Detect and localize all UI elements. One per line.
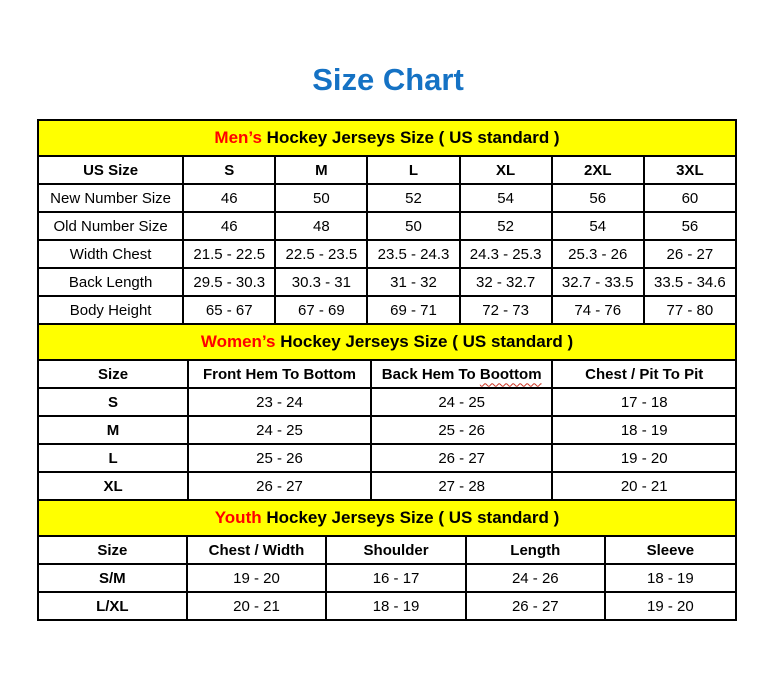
mens-banner-row [38,120,736,156]
womens-size-table [37,323,737,501]
value-cell: 46 [183,212,275,240]
header-cell-chest-pit: Chest / Pit To Pit [552,360,736,388]
back-hem-misspelled-word: Boottom [479,365,542,383]
header-cell-us-size: US Size [38,156,183,184]
table-row-youth-lxl [38,592,736,620]
value-cell: 46 [183,184,275,212]
value-cell: 60 [644,184,736,212]
table-row-youth-sm [38,564,736,592]
value-cell: 17 - 18 [552,388,736,416]
mens-banner-highlight: Men’s [214,128,262,147]
youth-size-table [37,499,737,621]
row-label: Old Number Size [38,212,183,240]
womens-section-banner [38,324,736,360]
value-cell: 26 - 27 [188,472,371,500]
header-cell-m: M [275,156,367,184]
back-hem-prefix: Back Hem To [381,365,480,383]
header-cell-size: Size [38,536,187,564]
value-cell: 52 [460,212,552,240]
youth-banner-highlight: Youth [214,508,262,527]
value-cell: 24 - 25 [371,388,552,416]
header-cell-xl: XL [460,156,552,184]
youth-section-banner [38,500,736,536]
youth-header-row [38,536,736,564]
value-cell: 25.3 - 26 [552,240,644,268]
value-cell: 54 [460,184,552,212]
value-cell: 31 - 32 [367,268,459,296]
value-cell: 19 - 20 [605,592,736,620]
header-cell-chest-width: Chest / Width [187,536,327,564]
row-label: L/XL [38,592,187,620]
value-cell: 32 - 32.7 [460,268,552,296]
value-cell: 21.5 - 22.5 [183,240,275,268]
value-cell: 18 - 19 [326,592,466,620]
womens-banner-text: Hockey Jerseys Size ( US standard ) [275,332,574,351]
value-cell: 26 - 27 [466,592,605,620]
value-cell: 50 [367,212,459,240]
table-row-width-chest [38,240,736,268]
value-cell: 69 - 71 [367,296,459,324]
value-cell: 25 - 26 [188,444,371,472]
value-cell: 23.5 - 24.3 [367,240,459,268]
value-cell: 77 - 80 [644,296,736,324]
row-label: New Number Size [38,184,183,212]
value-cell: 16 - 17 [326,564,466,592]
header-cell-2xl: 2XL [552,156,644,184]
table-row-womens-s [38,388,736,416]
mens-section-banner [38,120,736,156]
value-cell: 23 - 24 [188,388,371,416]
header-cell-l: L [367,156,459,184]
mens-banner-text: Hockey Jerseys Size ( US standard ) [261,128,560,147]
header-cell-length: Length [466,536,605,564]
size-chart-tables [37,119,737,621]
header-cell-3xl: 3XL [644,156,736,184]
value-cell: 32.7 - 33.5 [552,268,644,296]
row-label: S [38,388,188,416]
header-cell-sleeve: Sleeve [605,536,736,564]
youth-banner-text: Hockey Jerseys Size ( US standard ) [261,508,560,527]
value-cell: 18 - 19 [605,564,736,592]
value-cell: 67 - 69 [275,296,367,324]
value-cell: 33.5 - 34.6 [644,268,736,296]
header-cell-front-hem: Front Hem To Bottom [188,360,371,388]
page-title: Size Chart [312,62,464,97]
row-label: Back Length [38,268,183,296]
value-cell: 52 [367,184,459,212]
value-cell: 56 [644,212,736,240]
row-label: Width Chest [38,240,183,268]
value-cell: 22.5 - 23.5 [275,240,367,268]
row-label: L [38,444,188,472]
mens-header-row [38,156,736,184]
value-cell: 24 - 26 [466,564,605,592]
value-cell: 54 [552,212,644,240]
value-cell: 74 - 76 [552,296,644,324]
value-cell: 20 - 21 [187,592,327,620]
value-cell: 50 [275,184,367,212]
womens-banner-highlight: Women’s [200,332,276,351]
value-cell: 24 - 25 [188,416,371,444]
value-cell: 72 - 73 [460,296,552,324]
value-cell: 24.3 - 25.3 [460,240,552,268]
value-cell: 20 - 21 [552,472,736,500]
header-cell-shoulder: Shoulder [326,536,466,564]
value-cell: 19 - 20 [552,444,736,472]
womens-header-row [38,360,736,388]
table-row-womens-m [38,416,736,444]
table-row-new-number-size [38,184,736,212]
header-cell-back-hem [371,360,552,388]
value-cell: 65 - 67 [183,296,275,324]
womens-banner-row [38,324,736,360]
value-cell: 26 - 27 [371,444,552,472]
table-row-womens-l [38,444,736,472]
value-cell: 18 - 19 [552,416,736,444]
table-row-womens-xl [38,472,736,500]
youth-banner-row [38,500,736,536]
value-cell: 26 - 27 [644,240,736,268]
value-cell: 29.5 - 30.3 [183,268,275,296]
row-label: S/M [38,564,187,592]
value-cell: 48 [275,212,367,240]
table-row-body-height [38,296,736,324]
header-cell-size: Size [38,360,188,388]
value-cell: 25 - 26 [371,416,552,444]
row-label: Body Height [38,296,183,324]
row-label: M [38,416,188,444]
table-row-back-length [38,268,736,296]
value-cell: 30.3 - 31 [275,268,367,296]
value-cell: 56 [552,184,644,212]
value-cell: 19 - 20 [187,564,327,592]
table-row-old-number-size [38,212,736,240]
mens-size-table [37,119,737,325]
header-cell-s: S [183,156,275,184]
row-label: XL [38,472,188,500]
value-cell: 27 - 28 [371,472,552,500]
